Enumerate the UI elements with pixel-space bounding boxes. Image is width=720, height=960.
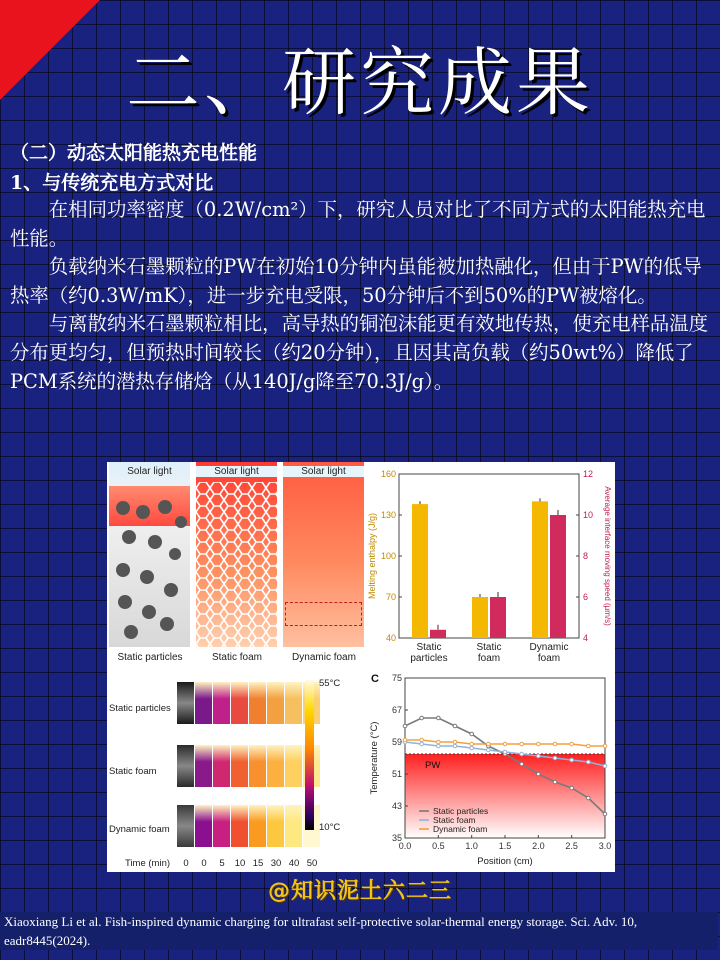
bar-chart-svg [365, 462, 615, 667]
x-tick-label: 0.5 [432, 841, 445, 851]
enthalpy-bar [532, 501, 548, 638]
x-tick-label: 1.5 [498, 841, 512, 851]
time-tick-label: 15 [252, 858, 264, 869]
right-axis-label: Average interface moving speed (μm/s) [603, 486, 612, 626]
data-point [470, 732, 474, 736]
speed-bar [550, 515, 566, 638]
x-axis-label: Position (cm) [477, 856, 533, 867]
data-point [587, 796, 591, 800]
panel-letter: C [371, 673, 379, 685]
time-tick-label: 0 [201, 858, 207, 869]
data-point [553, 780, 557, 784]
left-axis-label: Melting enthalpy (J/g) [367, 512, 377, 600]
data-point [570, 758, 574, 762]
panel-b-bar-chart [365, 462, 615, 667]
data-point [470, 746, 474, 750]
citation: Xiaoxiang Li et al. Fish-inspired dynamic charging for ultrafast self-protective solar-thermal energy storage. Sci. Adv. 10, eadr8445(2024). [0, 912, 718, 950]
data-point [453, 740, 457, 744]
time-tick-label: 10 [234, 858, 246, 869]
body-text [10, 196, 710, 396]
thermal-strip [195, 805, 212, 847]
thermal-strip [213, 682, 230, 724]
solar-light-label: Solar light [127, 466, 172, 477]
row-label: Static particles [109, 703, 171, 714]
foam-window [285, 602, 362, 626]
data-point [420, 738, 424, 742]
dynamic-foam-column [283, 462, 364, 647]
thermal-strip [285, 745, 302, 787]
static-foam-column [196, 462, 277, 647]
figure [107, 462, 615, 872]
data-point [420, 742, 424, 746]
left-tick-label: 70 [385, 592, 396, 602]
data-point [587, 744, 591, 748]
page-title: 二、研究成果 [126, 40, 594, 126]
enthalpy-bar [412, 504, 428, 638]
scale-max-label: 55°C [319, 678, 341, 689]
foam-graphic [196, 482, 277, 647]
color-scale-bar [305, 680, 314, 830]
thermal-strip [177, 805, 194, 847]
scale-min-label: 10°C [319, 822, 341, 833]
category-label: foam [477, 653, 501, 664]
thermal-strip [249, 745, 266, 787]
row-label: Dynamic foam [109, 824, 170, 835]
paragraph: 与离散纳米石墨颗粒相比，高导热的铜泡沫能更有效地传热，使充电样品温度分布更均匀，但预热时间较长（约20分钟），且因其高负载（约50wt%）降低了PCM系统的潜热存储焓（从140J/g降至70.3J/g）。 [10, 312, 709, 393]
row-label: Static foam [109, 766, 157, 777]
author-handle: @知识泥土六二三 [267, 879, 452, 904]
x-tick-label: 1.0 [465, 841, 478, 851]
enthalpy-bar [472, 597, 488, 638]
pw-label: PW [425, 760, 441, 771]
y-tick-label: 59 [391, 737, 402, 747]
category-label: Static [416, 642, 442, 653]
data-point [403, 724, 407, 728]
data-point [487, 742, 491, 746]
data-point [603, 764, 607, 768]
time-tick-label: 40 [288, 858, 300, 869]
x-tick-label: 2.5 [565, 841, 578, 851]
right-tick-label: 4 [583, 633, 589, 643]
data-point [520, 752, 524, 756]
column-label: Dynamic foam [292, 652, 356, 663]
category-label: Static [476, 642, 502, 653]
solar-light-label: Solar light [283, 466, 364, 477]
thermal-strip [249, 805, 266, 847]
data-point [537, 772, 541, 776]
y-axis-label: Temperature (°C) [369, 721, 380, 795]
y-tick-label: 35 [391, 833, 402, 843]
data-point [470, 742, 474, 746]
legend-label: Dynamic foam [433, 824, 488, 834]
section-heading: （二）动态太阳能热充电性能 [10, 142, 258, 164]
data-point [520, 742, 524, 746]
panel-c-line-chart [365, 668, 615, 872]
category-label: foam [537, 653, 561, 664]
legend-label: Static particles [433, 806, 489, 816]
line-chart-svg [365, 668, 615, 872]
thermal-strip [177, 682, 194, 724]
data-point [420, 716, 424, 720]
legend-label: Static foam [433, 815, 476, 825]
thermal-strip [231, 805, 248, 847]
data-point [437, 716, 441, 720]
panel-thermal-images [107, 670, 365, 872]
thermal-strip [285, 805, 302, 847]
data-point [453, 744, 457, 748]
category-label: Dynamic [529, 642, 569, 653]
data-point [487, 748, 491, 752]
panel-a-schematic [107, 462, 367, 662]
x-tick-label: 3.0 [598, 841, 612, 851]
right-tick-label: 12 [583, 469, 594, 479]
y-tick-label: 75 [391, 673, 402, 683]
data-point [503, 742, 507, 746]
particles-graphic [109, 462, 190, 647]
left-tick-label: 130 [380, 510, 396, 520]
paragraph: 在相同功率密度（0.2W/cm²）下，研究人员对比了不同方式的太阳能热充电性能。 [10, 198, 706, 250]
data-point [553, 756, 557, 760]
speed-bar [430, 630, 446, 638]
right-tick-label: 8 [583, 551, 589, 561]
x-tick-label: 2.0 [532, 841, 545, 851]
data-point [520, 762, 524, 766]
thermal-strip [195, 682, 212, 724]
data-point [587, 760, 591, 764]
thermal-strip [267, 805, 284, 847]
thermal-strip [267, 745, 284, 787]
thermal-strip [213, 745, 230, 787]
data-point [603, 812, 607, 816]
thermal-strip [231, 682, 248, 724]
left-tick-label: 100 [380, 551, 396, 561]
thermal-strip [231, 745, 248, 787]
static-particles-column [109, 462, 190, 647]
y-tick-label: 67 [391, 705, 402, 715]
time-tick-label: 0 [183, 858, 189, 869]
data-point [537, 742, 541, 746]
thermal-strip [195, 745, 212, 787]
thermal-strip [249, 682, 266, 724]
data-point [570, 786, 574, 790]
time-tick-label: 5 [219, 858, 225, 869]
data-point [437, 740, 441, 744]
data-point [553, 742, 557, 746]
data-point [437, 744, 441, 748]
left-tick-label: 40 [385, 633, 396, 643]
thermal-strip [285, 682, 302, 724]
subsection-heading: 1、与传统充电方式对比 [10, 172, 214, 194]
data-point [403, 738, 407, 742]
thermal-strip [267, 682, 284, 724]
data-point [453, 724, 457, 728]
data-point [603, 744, 607, 748]
time-tick-label: 50 [306, 858, 318, 869]
paragraph: 负载纳米石墨颗粒的PW在初始10分钟内虽能被加热融化，但由于PW的低导热率（约0.3W/mK），进一步充电受限，50分钟后不到50%的PW被熔化。 [10, 255, 702, 307]
time-tick-label: 30 [270, 858, 282, 869]
category-label: particles [410, 653, 448, 664]
data-point [503, 750, 507, 754]
column-label: Static foam [211, 652, 263, 663]
x-tick-label: 0.0 [398, 841, 412, 851]
solar-light-label: Solar light [196, 466, 277, 477]
right-tick-label: 6 [583, 592, 589, 602]
speed-bar [490, 597, 506, 638]
y-tick-label: 51 [391, 769, 402, 779]
left-tick-label: 160 [380, 469, 396, 479]
data-point [570, 742, 574, 746]
data-point [537, 754, 541, 758]
thermal-strip [177, 745, 194, 787]
thermal-strip [213, 805, 230, 847]
right-tick-label: 10 [583, 510, 594, 520]
time-axis-label: Time (min) [125, 858, 171, 869]
y-tick-label: 43 [391, 801, 402, 811]
column-label: Static particles [117, 652, 183, 663]
